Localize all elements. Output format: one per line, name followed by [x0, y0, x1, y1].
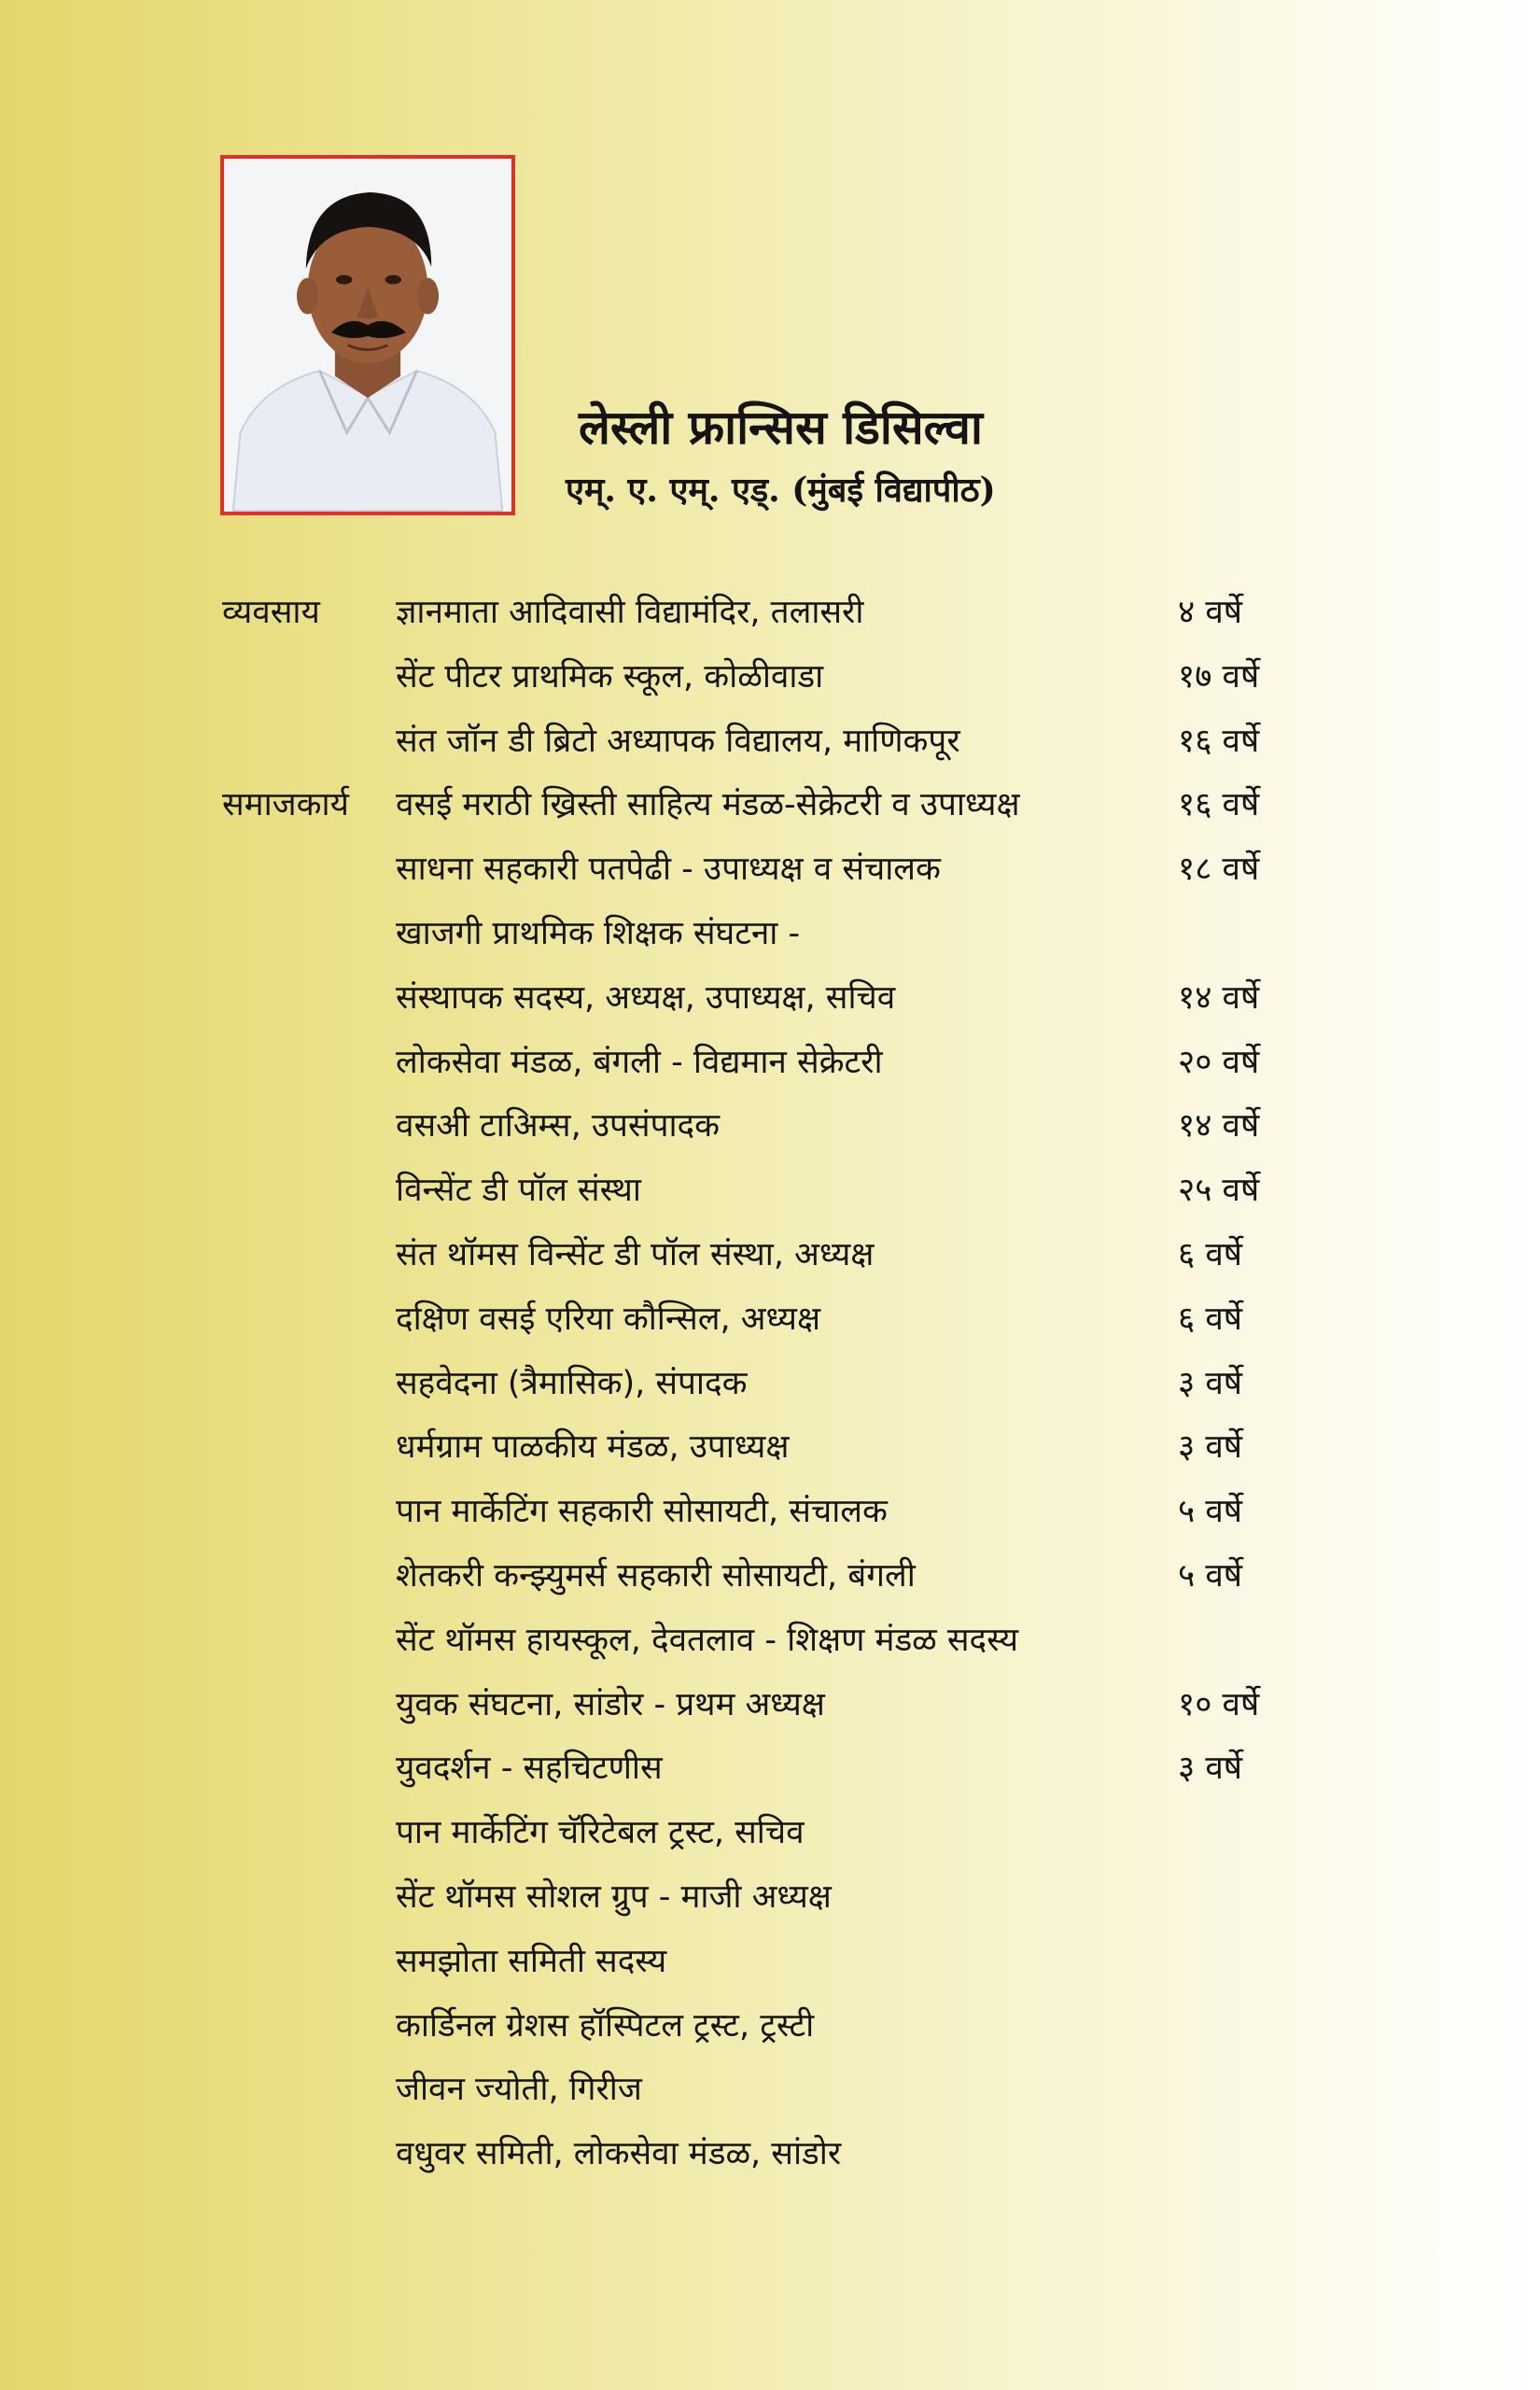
- list-item: [0, 2058, 1540, 2122]
- experience-list: [0, 581, 1540, 2186]
- portrait-photo: [220, 155, 515, 515]
- list-item: [0, 1930, 1540, 1994]
- entry-description: युवदर्शन - सहचिटणीस: [396, 1750, 663, 1788]
- entry-description: लोकसेवा मंडळ, बंगली - विद्यमान सेक्रेटरी: [396, 1043, 883, 1081]
- entry-description: संत थॉमस विन्सेंट डी पॉल संस्था, अध्यक्ष: [396, 1235, 875, 1273]
- list-item: [0, 1480, 1540, 1544]
- entry-description: खाजगी प्राथमिक शिक्षक संघटना -: [396, 914, 801, 952]
- person-name: लेस्ली फ्रान्सिस डिसिल्वा: [579, 400, 983, 455]
- list-item: [0, 1736, 1540, 1801]
- entry-description: वसई मराठी ख्रिस्ती साहित्य मंडळ-सेक्रेटरी व उपाध्यक्ष: [396, 786, 1020, 824]
- entry-description: विन्सेंट डी पॉल संस्था: [396, 1172, 641, 1210]
- entry-duration: १० वर्षे: [1178, 1685, 1260, 1723]
- qualification: एम्. ए. एम्. एड्. (मुंबई विद्यापीठ): [566, 471, 996, 510]
- list-item: [0, 1994, 1540, 2059]
- list-item: [0, 966, 1540, 1031]
- list-item: [0, 773, 1540, 837]
- entry-description: सहवेदना (त्रैमासिक), संपादक: [396, 1364, 748, 1402]
- entry-description: पान मार्केटिंग सहकारी सोसायटी, संचालक: [396, 1493, 888, 1531]
- entry-duration: १४ वर्षे: [1178, 1107, 1260, 1146]
- category-label: समाजकार्य: [222, 786, 349, 824]
- entry-duration: ६ वर्षे: [1178, 1300, 1243, 1338]
- list-item: [0, 1801, 1540, 1865]
- entry-description: शेतकरी कन्झ्युमर्स सहकारी सोसायटी, बंगली: [396, 1556, 916, 1595]
- entry-duration: १६ वर्षे: [1178, 722, 1260, 760]
- entry-duration: ५ वर्षे: [1178, 1556, 1243, 1595]
- entry-duration: १७ वर्षे: [1178, 657, 1260, 696]
- list-item: [0, 1415, 1540, 1480]
- list-item: [0, 645, 1540, 710]
- list-item: [0, 902, 1540, 966]
- entry-duration: १६ वर्षे: [1178, 786, 1260, 824]
- entry-description: वसअी टाअिम्स, उपसंपादक: [396, 1107, 720, 1146]
- entry-description: संत जॉन डी ब्रिटो अध्यापक विद्यालय, माणिकपूर: [396, 722, 960, 760]
- entry-description: पान मार्केटिंग चॅरिटेबल ट्रस्ट, सचिव: [396, 1814, 805, 1852]
- entry-description: वधुवर समिती, लोकसेवा मंडळ, सांडोर: [396, 2135, 842, 2173]
- portrait-image: [224, 159, 511, 512]
- entry-description: संस्थापक सदस्य, अध्यक्ष, उपाध्यक्ष, सचिव: [396, 978, 896, 1017]
- entry-description: सेंट थॉमस हायस्कूल, देवतलाव - शिक्षण मंडळ सदस्य: [396, 1621, 1019, 1659]
- entry-duration: ३ वर्षे: [1178, 1428, 1243, 1467]
- entry-description: सेंट थॉमस सोशल ग्रुप - माजी अध्यक्ष: [396, 1877, 832, 1916]
- entry-description: युवक संघटना, सांडोर - प्रथम अध्यक्ष: [396, 1685, 825, 1723]
- list-item: [0, 837, 1540, 902]
- entry-duration: ६ वर्षे: [1178, 1235, 1243, 1273]
- entry-duration: १८ वर्षे: [1178, 851, 1260, 889]
- list-item: [0, 1544, 1540, 1609]
- entry-description: धर्मग्राम पाळकीय मंडळ, उपाध्यक्ष: [396, 1428, 790, 1467]
- list-item: [0, 1159, 1540, 1223]
- list-item: [0, 1287, 1540, 1352]
- entry-duration: ५ वर्षे: [1178, 1493, 1243, 1531]
- entry-duration: ४ वर्षे: [1178, 594, 1243, 631]
- entry-description: दक्षिण वसई एरिया कौन्सिल, अध्यक्ष: [396, 1300, 821, 1338]
- list-item: [0, 1865, 1540, 1930]
- entry-description: समझोता समिती सदस्य: [396, 1942, 667, 1980]
- entry-duration: २५ वर्षे: [1178, 1172, 1260, 1210]
- entry-description: सेंट पीटर प्राथमिक स्कूल, कोळीवाडा: [396, 657, 824, 696]
- entry-description: साधना सहकारी पतपेढी - उपाध्यक्ष व संचालक: [396, 851, 941, 889]
- list-item: [0, 581, 1540, 645]
- entry-description: कार्डिनल ग्रेशस हॉस्पिटल ट्रस्ट, ट्रस्टी: [396, 2006, 815, 2045]
- list-item: [0, 710, 1540, 774]
- entry-description: जीवन ज्योती, गिरीज: [396, 2071, 642, 2109]
- list-item: [0, 1094, 1540, 1159]
- list-item: [0, 1673, 1540, 1737]
- list-item: [0, 1352, 1540, 1416]
- entry-duration: ३ वर्षे: [1178, 1750, 1243, 1788]
- list-item: [0, 1031, 1540, 1095]
- entry-duration: १४ वर्षे: [1178, 978, 1260, 1017]
- list-item: [0, 1609, 1540, 1673]
- entry-duration: ३ वर्षे: [1178, 1364, 1243, 1402]
- category-label: व्यवसाय: [222, 594, 320, 631]
- list-item: [0, 1223, 1540, 1287]
- entry-duration: २० वर्षे: [1178, 1043, 1260, 1081]
- list-item: [0, 2122, 1540, 2186]
- entry-description: ज्ञानमाता आदिवासी विद्यामंदिर, तलासरी: [396, 594, 864, 631]
